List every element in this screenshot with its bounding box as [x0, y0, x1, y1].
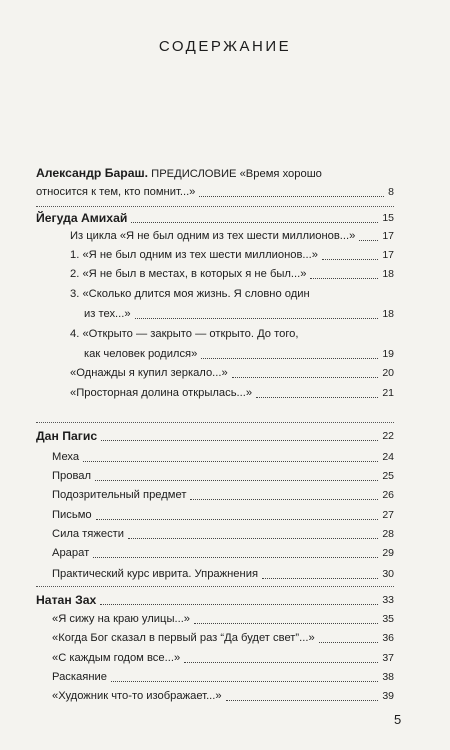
toc-entry-line — [70, 366, 394, 381]
page-ref: 17 — [382, 230, 394, 242]
author-name: Йегуда Амихай — [36, 211, 128, 225]
dot-leader — [101, 440, 378, 441]
page-ref: 36 — [382, 632, 394, 644]
toc-entry-line — [52, 488, 394, 503]
page-ref: 39 — [382, 690, 394, 702]
toc-entry-line — [52, 670, 394, 685]
dot-leader — [83, 461, 378, 462]
toc-entry-line — [70, 307, 394, 322]
toc-entry-line — [52, 469, 394, 484]
toc-entry-text: 4. «Открыто — закрыто — открыто. До того, — [70, 328, 299, 340]
dot-leader — [111, 681, 378, 682]
toc-entry-text: «Я сижу на краю улицы...» — [52, 613, 191, 625]
toc-entry-text: Сила тяжести — [52, 528, 125, 540]
dot-leader — [322, 259, 378, 260]
page-ref: 24 — [382, 451, 394, 463]
toc-entry-line — [52, 631, 394, 646]
toc-entry — [52, 488, 394, 503]
page-ref: 33 — [382, 594, 394, 606]
toc-entry-text: 1. «Я не был одним из тех шести миллионов...» — [70, 249, 318, 261]
toc-entry-text: Меха — [52, 451, 80, 463]
toc-entry-text: как человек родился» — [84, 348, 198, 360]
toc-entry — [52, 631, 394, 646]
dot-leader — [256, 397, 378, 398]
toc-entry-line — [70, 267, 394, 282]
dot-leader — [201, 358, 378, 359]
dot-leader — [319, 642, 379, 643]
section-separator — [36, 586, 394, 587]
dot-leader — [128, 538, 378, 539]
toc-entry — [52, 527, 394, 542]
page-ref: 27 — [382, 509, 394, 521]
toc-entry-text: Провал — [52, 470, 92, 482]
preface-title-line1: «Время хорошо — [239, 168, 322, 180]
dot-leader — [96, 519, 379, 520]
toc-entry-line — [52, 567, 394, 582]
author-name: Дан Пагис — [36, 429, 98, 443]
toc-entry — [70, 327, 394, 362]
toc-entry-line — [70, 248, 394, 263]
toc-entry-text: 3. «Сколько длится моя жизнь. Я словно один — [70, 288, 310, 300]
page-ref: 19 — [382, 348, 394, 360]
toc-entry-text: Арарат — [52, 547, 90, 559]
toc-entry-text: Практический курс иврита. Упражнения — [52, 568, 259, 580]
page-ref: 26 — [382, 489, 394, 501]
dot-leader — [226, 700, 379, 701]
page-ref: 20 — [382, 367, 394, 379]
toc-entry — [52, 651, 394, 666]
dot-leader — [359, 240, 378, 241]
toc-entry-text: Подозрительный предмет — [52, 489, 187, 501]
toc-entry — [70, 267, 394, 282]
toc-entry-line — [70, 327, 394, 342]
dot-leader — [131, 222, 378, 223]
page-ref: 18 — [382, 308, 394, 320]
toc-entry — [52, 689, 394, 704]
page-ref: 17 — [382, 249, 394, 261]
toc-entry-line — [52, 612, 394, 627]
toc-entry-text: «Когда Бог сказал в первый раз “Да будет свет”...» — [52, 632, 315, 644]
toc-entry-text: Раскаяние — [52, 671, 107, 683]
toc-entry-text: Письмо — [52, 509, 92, 521]
toc-entry-text — [36, 166, 322, 182]
toc-entry-line — [36, 593, 394, 608]
page-ref: 18 — [382, 268, 394, 280]
toc-author-entry — [36, 593, 394, 608]
toc-entry-text: «Однажды я купил зеркало...» — [70, 367, 228, 379]
toc-entry — [70, 366, 394, 381]
toc-entry-line — [52, 689, 394, 704]
toc-entry — [70, 248, 394, 263]
toc-entry-text: «Просторная долина открылась...» — [70, 387, 253, 399]
toc-entry-line — [36, 429, 394, 444]
toc-entry-line — [52, 651, 394, 666]
dot-leader — [262, 578, 378, 579]
page-ref: 8 — [388, 186, 394, 198]
toc-entry — [52, 508, 394, 523]
dot-leader — [135, 318, 379, 319]
toc-entry-preface — [36, 166, 394, 200]
toc-entry-line — [52, 546, 394, 561]
dot-leader — [190, 499, 378, 500]
preface-label: ПРЕДИСЛОВИЕ — [151, 168, 237, 180]
author-name: Натан Зах — [36, 593, 97, 607]
toc-entry — [70, 386, 394, 401]
toc-author-entry — [36, 429, 394, 444]
page-ref: 22 — [382, 430, 394, 442]
toc-entry — [52, 670, 394, 685]
page-ref: 30 — [382, 568, 394, 580]
toc-author-entry — [36, 211, 394, 226]
toc-entry — [70, 287, 394, 322]
dot-leader — [199, 196, 384, 197]
toc-entry — [52, 469, 394, 484]
page-ref: 35 — [382, 613, 394, 625]
dot-leader — [194, 623, 378, 624]
toc-entry-line — [52, 527, 394, 542]
page-ref: 15 — [382, 212, 394, 224]
toc-entry-line — [70, 386, 394, 401]
dot-leader — [232, 377, 379, 378]
toc-entry-line — [52, 508, 394, 523]
page-ref: 25 — [382, 470, 394, 482]
dot-leader — [95, 480, 378, 481]
dot-leader — [93, 557, 378, 558]
page-ref: 38 — [382, 671, 394, 683]
toc-entry-text: из тех...» — [84, 308, 131, 320]
page-number: 5 — [394, 712, 402, 727]
page-ref: 28 — [382, 528, 394, 540]
toc-entry-text: «С каждым годом все...» — [52, 652, 181, 664]
page-ref: 29 — [382, 547, 394, 559]
toc-entry-text: 2. «Я не был в местах, в которых я не был...» — [70, 268, 307, 280]
section-separator — [36, 206, 394, 207]
toc-entry-line — [70, 229, 394, 244]
preface-title-line2: относится к тем, кто помнит...» — [36, 186, 196, 198]
toc-entry-line — [52, 450, 394, 465]
toc-entry-line — [36, 211, 394, 226]
section-separator — [36, 422, 394, 423]
dot-leader — [100, 604, 378, 605]
toc-entry-text: Из цикла «Я не был одним из тех шести миллионов...» — [70, 230, 356, 242]
toc-entry — [52, 546, 394, 561]
toc-entry-line — [70, 347, 394, 362]
page-ref: 37 — [382, 652, 394, 664]
page-title: СОДЕРЖАНИЕ — [158, 38, 292, 55]
toc-entry — [52, 450, 394, 465]
dot-leader — [184, 662, 378, 663]
toc-entry — [70, 229, 394, 244]
dot-leader — [310, 278, 378, 279]
toc-entry-text: «Художник что-то изображает...» — [52, 690, 222, 702]
page-ref: 21 — [382, 387, 394, 399]
toc-entry — [52, 612, 394, 627]
toc-entry-line — [36, 185, 394, 200]
toc-entry-line — [36, 166, 394, 182]
toc-entry-line — [70, 287, 394, 302]
preface-author: Александр Бараш. — [36, 166, 149, 180]
toc-entry — [52, 567, 394, 582]
